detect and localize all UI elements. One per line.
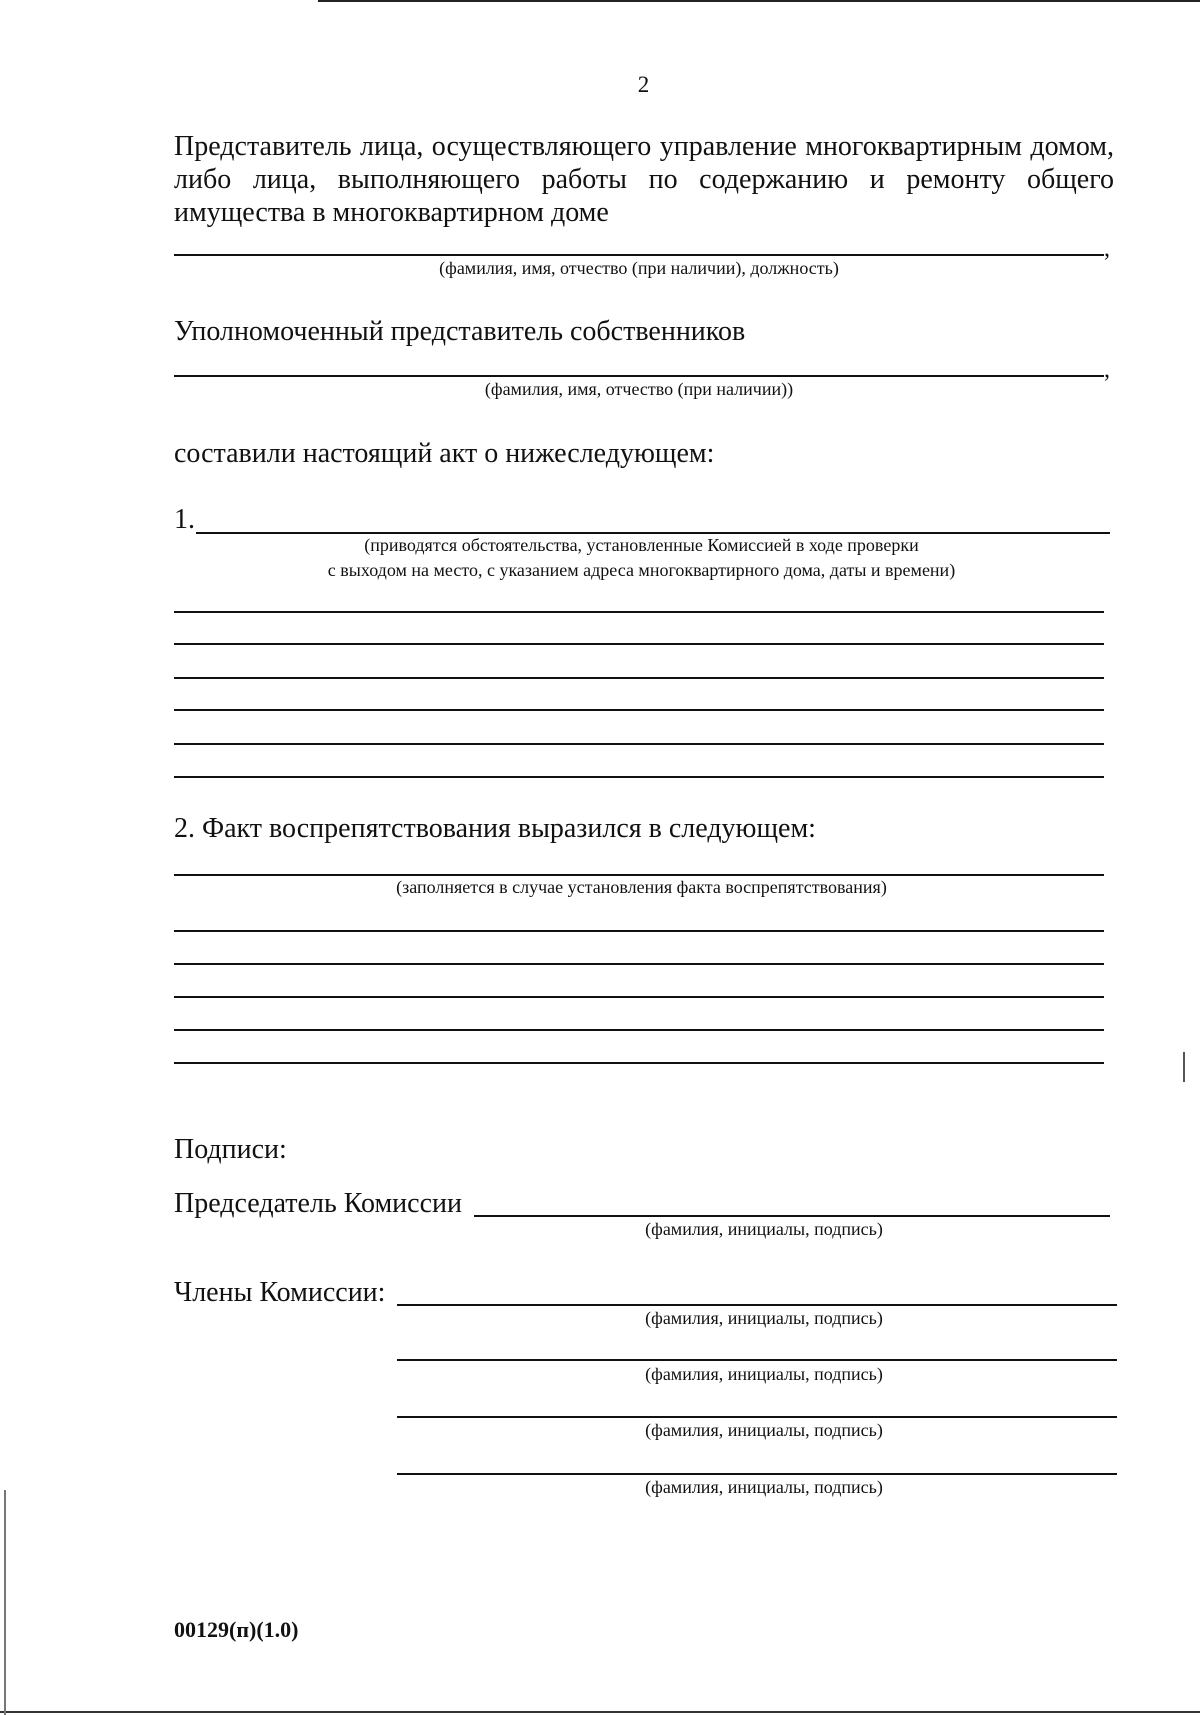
chairman-signature-line[interactable]: [474, 1215, 1110, 1217]
comma: ,: [1104, 357, 1110, 383]
owners-representative-fill-line[interactable]: [174, 375, 1104, 377]
signature-caption: (фамилия, инициалы, подпись): [645, 1219, 883, 1239]
item-2-heading: 2. Факт воспрепятствования выразился в следующем:: [174, 813, 816, 844]
members-label: Члены Комиссии:: [174, 1277, 386, 1308]
item-2-extra-line[interactable]: [174, 930, 1104, 932]
signatures-heading: Подписи:: [174, 1134, 287, 1165]
item-1-extra-line[interactable]: [174, 611, 1104, 613]
item-2-extra-line[interactable]: [174, 1062, 1104, 1064]
representative-caption: (фамилия, имя, отчество (при наличии), должность): [439, 258, 839, 278]
item-1-fill-line[interactable]: [196, 532, 1110, 534]
act-intro: составили настоящий акт о нижеследующем:: [174, 438, 715, 469]
member-signature-line[interactable]: [397, 1473, 1117, 1475]
signature-caption: (фамилия, инициалы, подпись): [645, 1420, 883, 1440]
item-1-number: 1.: [174, 504, 195, 535]
owners-representative-heading: Уполномоченный представитель собственников: [174, 316, 746, 347]
item-2-extra-line[interactable]: [174, 963, 1104, 965]
item-1-extra-line[interactable]: [174, 709, 1104, 711]
item-2-extra-line[interactable]: [174, 996, 1104, 998]
item-1-extra-line[interactable]: [174, 776, 1104, 778]
member-signature-line[interactable]: [397, 1416, 1117, 1418]
representative-paragraph: [174, 130, 1114, 229]
item-2-caption: (заполняется в случае установления факта воспрепятствования): [396, 877, 887, 897]
signature-caption: (фамилия, инициалы, подпись): [645, 1364, 883, 1384]
comma: ,: [1104, 236, 1110, 262]
form-code: 00129(п)(1.0): [174, 1617, 299, 1642]
signature-caption: (фамилия, инициалы, подпись): [645, 1308, 883, 1328]
member-signature-line[interactable]: [397, 1304, 1117, 1306]
representative-line-3: имущества в многоквартирном доме: [174, 197, 609, 228]
chairman-label: Председатель Комиссии: [174, 1188, 462, 1219]
owners-representative-caption: (фамилия, имя, отчество (при наличии)): [484, 379, 794, 399]
item-1-caption-line-1: (приводятся обстоятельства, установленные Комиссией в ходе проверки: [364, 535, 919, 555]
representative-line-1: Представитель лица, осуществляющего управление многоквартирным домом,: [174, 131, 1114, 162]
scan-bottom-edge: [0, 1711, 1200, 1713]
item-1-extra-line[interactable]: [174, 643, 1104, 645]
signature-caption: (фамилия, инициалы, подпись): [645, 1477, 883, 1497]
item-2-extra-line[interactable]: [174, 1029, 1104, 1031]
item-1-extra-line[interactable]: [174, 677, 1104, 679]
representative-fill-line[interactable]: [174, 254, 1104, 256]
scan-mark: [4, 1490, 6, 1715]
scan-mark: [1183, 1052, 1185, 1082]
item-1-extra-line[interactable]: [174, 743, 1104, 745]
item-2-fill-line[interactable]: [174, 874, 1104, 876]
page-number: 2: [637, 72, 650, 97]
scan-top-edge: [318, 0, 1200, 2]
member-signature-line[interactable]: [397, 1359, 1117, 1361]
representative-line-2: либо лица, выполняющего работы по содержанию и ремонту общего: [174, 164, 1114, 195]
item-1-caption-line-2: с выходом на место, с указанием адреса многоквартирного дома, даты и времени): [327, 560, 956, 580]
